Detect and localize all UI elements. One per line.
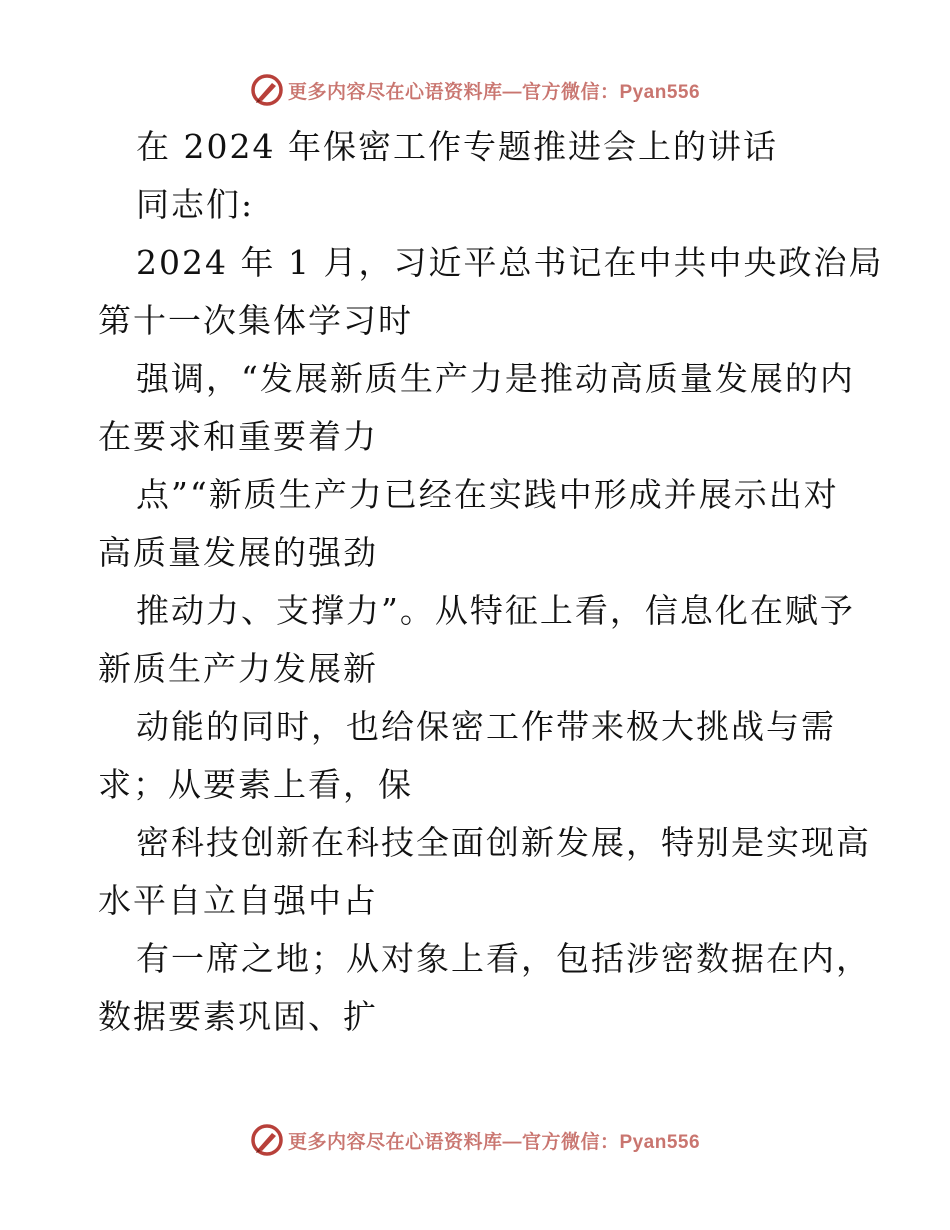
paragraph-line: 在要求和重要着力 [98,417,378,456]
salutation: 同志们: [136,185,255,224]
footer-watermark [0,1120,950,1160]
red-circle-pen-logo-icon [250,1123,284,1157]
paragraph-line: 2024 年 1 月，习近平总书记在中共中央政治局 [136,243,884,282]
paragraph-line: 强调，“发展新质生产力是推动高质量发展的内 [136,359,855,398]
paragraph-line: 高质量发展的强劲 [98,533,378,572]
paragraph-line: 数据要素巩固、扩 [98,997,378,1036]
paragraph-line: 密科技创新在科技全面创新发展，特别是实现高 [136,823,871,862]
paragraph-line: 动能的同时，也给保密工作带来极大挑战与需 [136,707,836,746]
paragraph-line: 点”“新质生产力已经在实践中形成并展示出对 [136,475,839,514]
red-circle-pen-logo-icon [250,73,284,107]
paragraph-line: 水平自立自强中占 [98,881,378,920]
watermark-text: 更多内容尽在心语资料库—官方微信：Pyan556 [287,1131,701,1153]
header-watermark [0,70,950,110]
paragraph-line: 推动力、支撑力”。从特征上看，信息化在赋予 [136,591,855,630]
paragraph-line: 有一席之地；从对象上看，包括涉密数据在内， [136,939,871,978]
paragraph-line: 求；从要素上看，保 [98,765,413,804]
paragraph-line: 第十一次集体学习时 [98,301,413,340]
watermark-text: 更多内容尽在心语资料库—官方微信：Pyan556 [287,81,701,103]
document-body [98,118,884,1046]
paragraph-line: 新质生产力发展新 [98,649,378,688]
document-title: 在 2024 年保密工作专题推进会上的讲话 [136,127,778,166]
